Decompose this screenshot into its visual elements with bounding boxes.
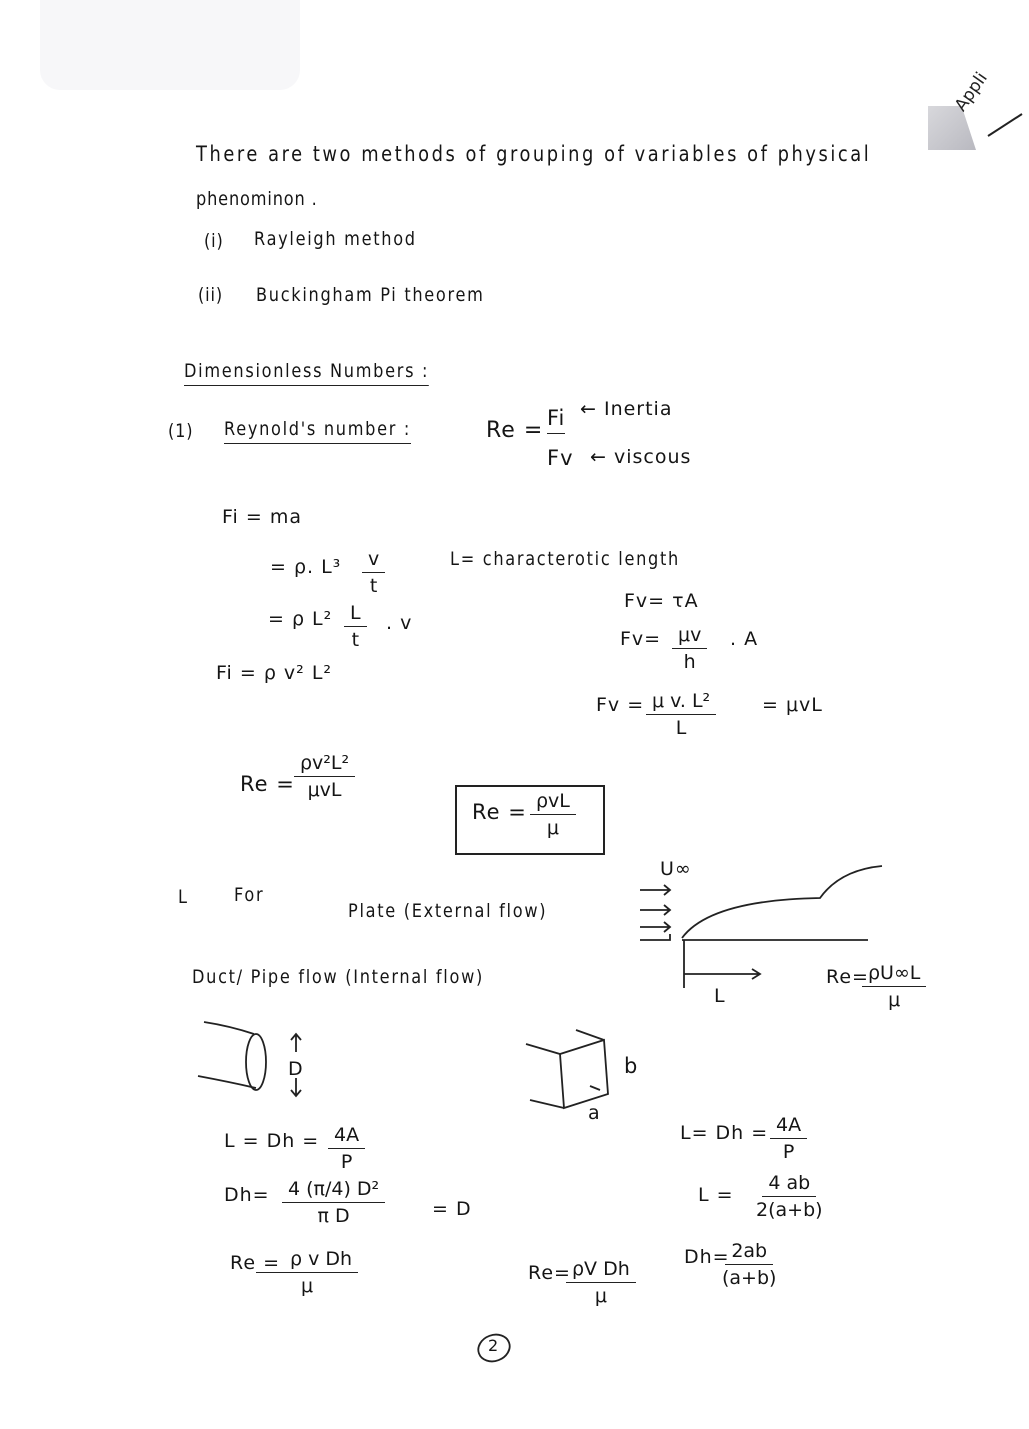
- inertia-l3: = ρ L²: [268, 608, 333, 630]
- pipe-l2-frac: $\frac{\text{4 (π/4) D²}}{\text{π D}}$: [282, 1178, 385, 1227]
- page-number: 2: [488, 1336, 500, 1355]
- re-result-lhs: Re =: [240, 772, 295, 796]
- inertia-l2: = ρ. L³: [270, 556, 342, 578]
- side-a-label: a: [588, 1102, 601, 1124]
- duct-l2-lhs: L =: [698, 1184, 734, 1206]
- pipe-re-frac: $\frac{\text{ρ v Dh}}{\mu}$: [256, 1248, 358, 1297]
- pipe-l1-frac: $\frac{4A}{P}$: [328, 1124, 365, 1173]
- intro-line-1: There are two methods of grouping of variables of physical: [196, 142, 872, 166]
- boxed-re-frac: ρvL μ: [530, 790, 576, 839]
- re-lhs: Re =: [486, 418, 544, 443]
- method-2-num: (ii): [198, 284, 223, 306]
- re-plate-frac: $\frac{\rho U\infty L}{\mu}$: [862, 962, 926, 1011]
- method-2-label: Buckingham Pi theorem: [256, 284, 485, 306]
- duct-sketch: [520, 1024, 620, 1114]
- viscous-l3-frac: $\frac{\text{μ v. L²}}{L}$: [646, 690, 716, 739]
- viscous-label: ← viscous: [590, 446, 692, 468]
- tab-stroke: [986, 110, 1026, 140]
- tab-label: Appli: [950, 68, 992, 116]
- boxed-re-lhs: Re =: [472, 800, 527, 824]
- method-1-label: Rayleigh method: [254, 228, 417, 250]
- u-infinity-label: U∞: [660, 858, 692, 880]
- pipe-l1-lhs: L = Dh =: [224, 1130, 320, 1152]
- inertia-label: ← Inertia: [580, 398, 673, 420]
- viscous-l2-lhs: Fv=: [620, 628, 662, 650]
- method-1-num: (i): [204, 230, 224, 252]
- L-label: L: [178, 886, 188, 908]
- re-denominator: Fv: [547, 446, 574, 470]
- duct-label: Duct/ Pipe flow (Internal flow): [192, 966, 484, 988]
- viscous-l2-frac: $\frac{\mu v}{h}$: [672, 624, 707, 673]
- intro-line-2: phenominon .: [196, 188, 318, 210]
- re-numerator: Fi: [547, 406, 565, 434]
- for-label: For: [234, 884, 265, 906]
- pipe-l2-lhs: Dh=: [224, 1184, 270, 1206]
- re-result-frac: ρv²L² μvL: [294, 752, 355, 801]
- duct-l1-frac: $\frac{4A}{P}$: [770, 1114, 807, 1163]
- plate-label: Plate (External flow): [348, 900, 548, 922]
- duct-l2-frac: $\frac{4 ab}{2(a+b)}$: [756, 1172, 823, 1221]
- viscous-l1: Fv= τA: [624, 590, 699, 612]
- reynolds-num: (1): [168, 420, 194, 442]
- inertia-l1: Fi = ma: [222, 506, 302, 528]
- duct-l3-lhs: Dh=: [684, 1246, 730, 1268]
- reynolds-title: Reynold's number :: [224, 418, 411, 444]
- inertia-l3-frac: $\frac{L}{t}$: [344, 602, 367, 651]
- re-plate-lhs: Re=: [826, 966, 869, 988]
- inertia-l3-suffix: . v: [386, 612, 413, 634]
- viscous-l3-suffix: = μvL: [762, 694, 823, 716]
- length-L-label: L: [714, 985, 726, 1007]
- duct-l1-lhs: L= Dh =: [680, 1122, 769, 1144]
- scan-shadow: [40, 0, 300, 90]
- pipe-re-lhs: Re =: [230, 1252, 280, 1274]
- duct-re-lhs: Re=: [528, 1262, 571, 1284]
- corner-tab: [928, 60, 1029, 160]
- characteristic-length-note: L= characterotic length: [450, 548, 680, 570]
- diameter-label: D: [288, 1058, 304, 1080]
- duct-re-frac: $\frac{\text{ρV Dh}}{\mu}$: [566, 1258, 636, 1307]
- inertia-l4: Fi = ρ v² L²: [216, 662, 333, 684]
- inertia-l2-frac: $\frac{v}{t}$: [362, 548, 385, 597]
- pipe-l2-rhs: = D: [432, 1198, 472, 1220]
- viscous-l3-lhs: Fv =: [596, 694, 645, 716]
- viscous-l2-suffix: . A: [730, 628, 759, 650]
- side-b-label: b: [624, 1054, 639, 1078]
- section-heading: Dimensionless Numbers :: [184, 360, 429, 386]
- duct-l3-frac: $\frac{2ab}{(a+b)}$: [722, 1240, 777, 1289]
